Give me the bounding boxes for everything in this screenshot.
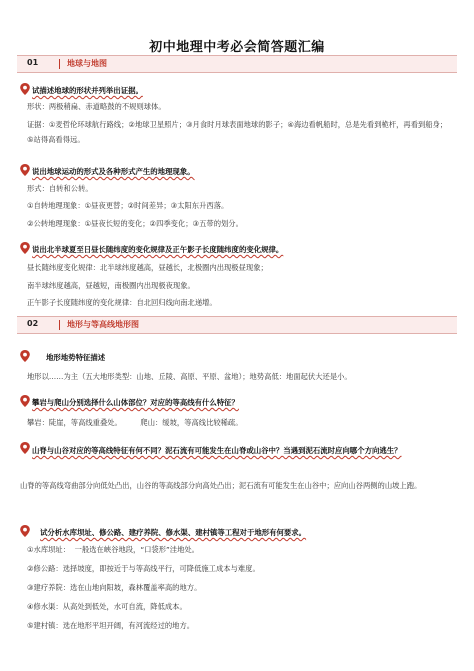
location-pin-icon <box>18 524 32 538</box>
answer-line: 攀岩：陡崖，等高线重叠处。 爬山：缓坡，等高线比较稀疏。 <box>27 418 243 427</box>
question-text: 说出地球运动的形式及各种形式产生的地理现象。 <box>32 167 195 176</box>
section-divider <box>59 59 60 69</box>
answer-line: ①自转地理现象：①昼夜更替；②时间差异；③太阳东升西落。 <box>27 201 229 210</box>
answer-line: 地形以……为主（五大地形类型：山地、丘陵、高原、平原、盆地）；地势高低：地面起伏大还是小。 <box>27 372 352 381</box>
section-divider <box>59 320 60 330</box>
answer-line: ②修公路：选择坡度，即按近于与等高线平行，可降低施工成本与难度。 <box>27 564 260 573</box>
section-label: 地形与等高线地形图 <box>67 320 139 329</box>
section-header-02 <box>17 316 457 334</box>
answer-line: 正午影子长度随纬度的变化规律：自北回归线向南北递增。 <box>27 298 217 307</box>
question-text: 山脊与山谷对应的等高线特征有何不同？泥石流有可能发生在山脊或山谷中？当遇到泥石流时应向哪个方向逃生？ <box>32 446 402 455</box>
answer-line: ②公转地理现象：①昼夜长短的变化；②四季变化；③五带的划分。 <box>27 219 243 228</box>
location-pin-icon <box>18 82 32 96</box>
section-label: 地球与地图 <box>67 59 107 68</box>
question-text: 试描述地球的形状并列举出证据。 <box>32 86 143 95</box>
section-header-01 <box>17 55 457 73</box>
question-text: 攀岩与爬山分别选择什么山体部位？对应的等高线有什么特征？ <box>32 398 239 407</box>
question-text: 说出北半球夏至日昼长随纬度的变化规律及正午影子长度随纬度的变化规律。 <box>32 245 284 254</box>
question-text: 地形地势特征描述 <box>46 353 106 362</box>
section-number: 02 <box>27 319 39 328</box>
answer-line: 山脊的等高线弯曲部分向低处凸出，山谷的等高线部分向高处凸出；泥石流有可能发生在山谷中；应向山谷两侧的山坡上跑。 <box>20 481 422 490</box>
location-pin-icon <box>18 349 32 363</box>
answer-line: 形式：自转和公转。 <box>27 184 93 193</box>
answer-line: ③建疗养院：选在山地向阳坡，森林覆盖率高的地方。 <box>27 583 202 592</box>
location-pin-icon <box>18 163 32 177</box>
answer-line: ⑤建村镇：选在地形平坦开阔，有河流经过的地方。 <box>27 621 195 630</box>
page-title: 初中地理中考必会简答题汇编 <box>149 40 325 55</box>
location-pin-icon <box>18 241 32 255</box>
answer-line: ④修水渠：从高处到低处，水可自流，降低成本。 <box>27 602 187 611</box>
answer-line: 南半球纬度越高，昼越短，南极圈内出现极夜现象。 <box>27 281 195 290</box>
location-pin-icon <box>18 394 32 408</box>
question-text: 试分析水库坝址、修公路、建疗养院、修水渠、建村镇等工程对于地形有何要求。 <box>40 528 307 537</box>
answer-line: 证据：①麦哲伦环球航行路线；②地球卫星照片；③月食时月球表面地球的影子；④海边看帆船时，总是先看到桅杆，再看到船身；⑤站得高看得远。 <box>27 120 448 144</box>
location-pin-icon <box>18 441 32 455</box>
answer-line: 昼长随纬度变化规律：北半球纬度越高，昼越长，北极圈内出现极昼现象； <box>27 263 268 272</box>
answer-line: 形状：两极稍扁、赤道略鼓的不规则球体。 <box>27 102 166 111</box>
section-number: 01 <box>27 58 39 67</box>
answer-line: ①水库坝址： 一般选在峡谷地段，“口袋形”洼地处。 <box>27 545 199 554</box>
